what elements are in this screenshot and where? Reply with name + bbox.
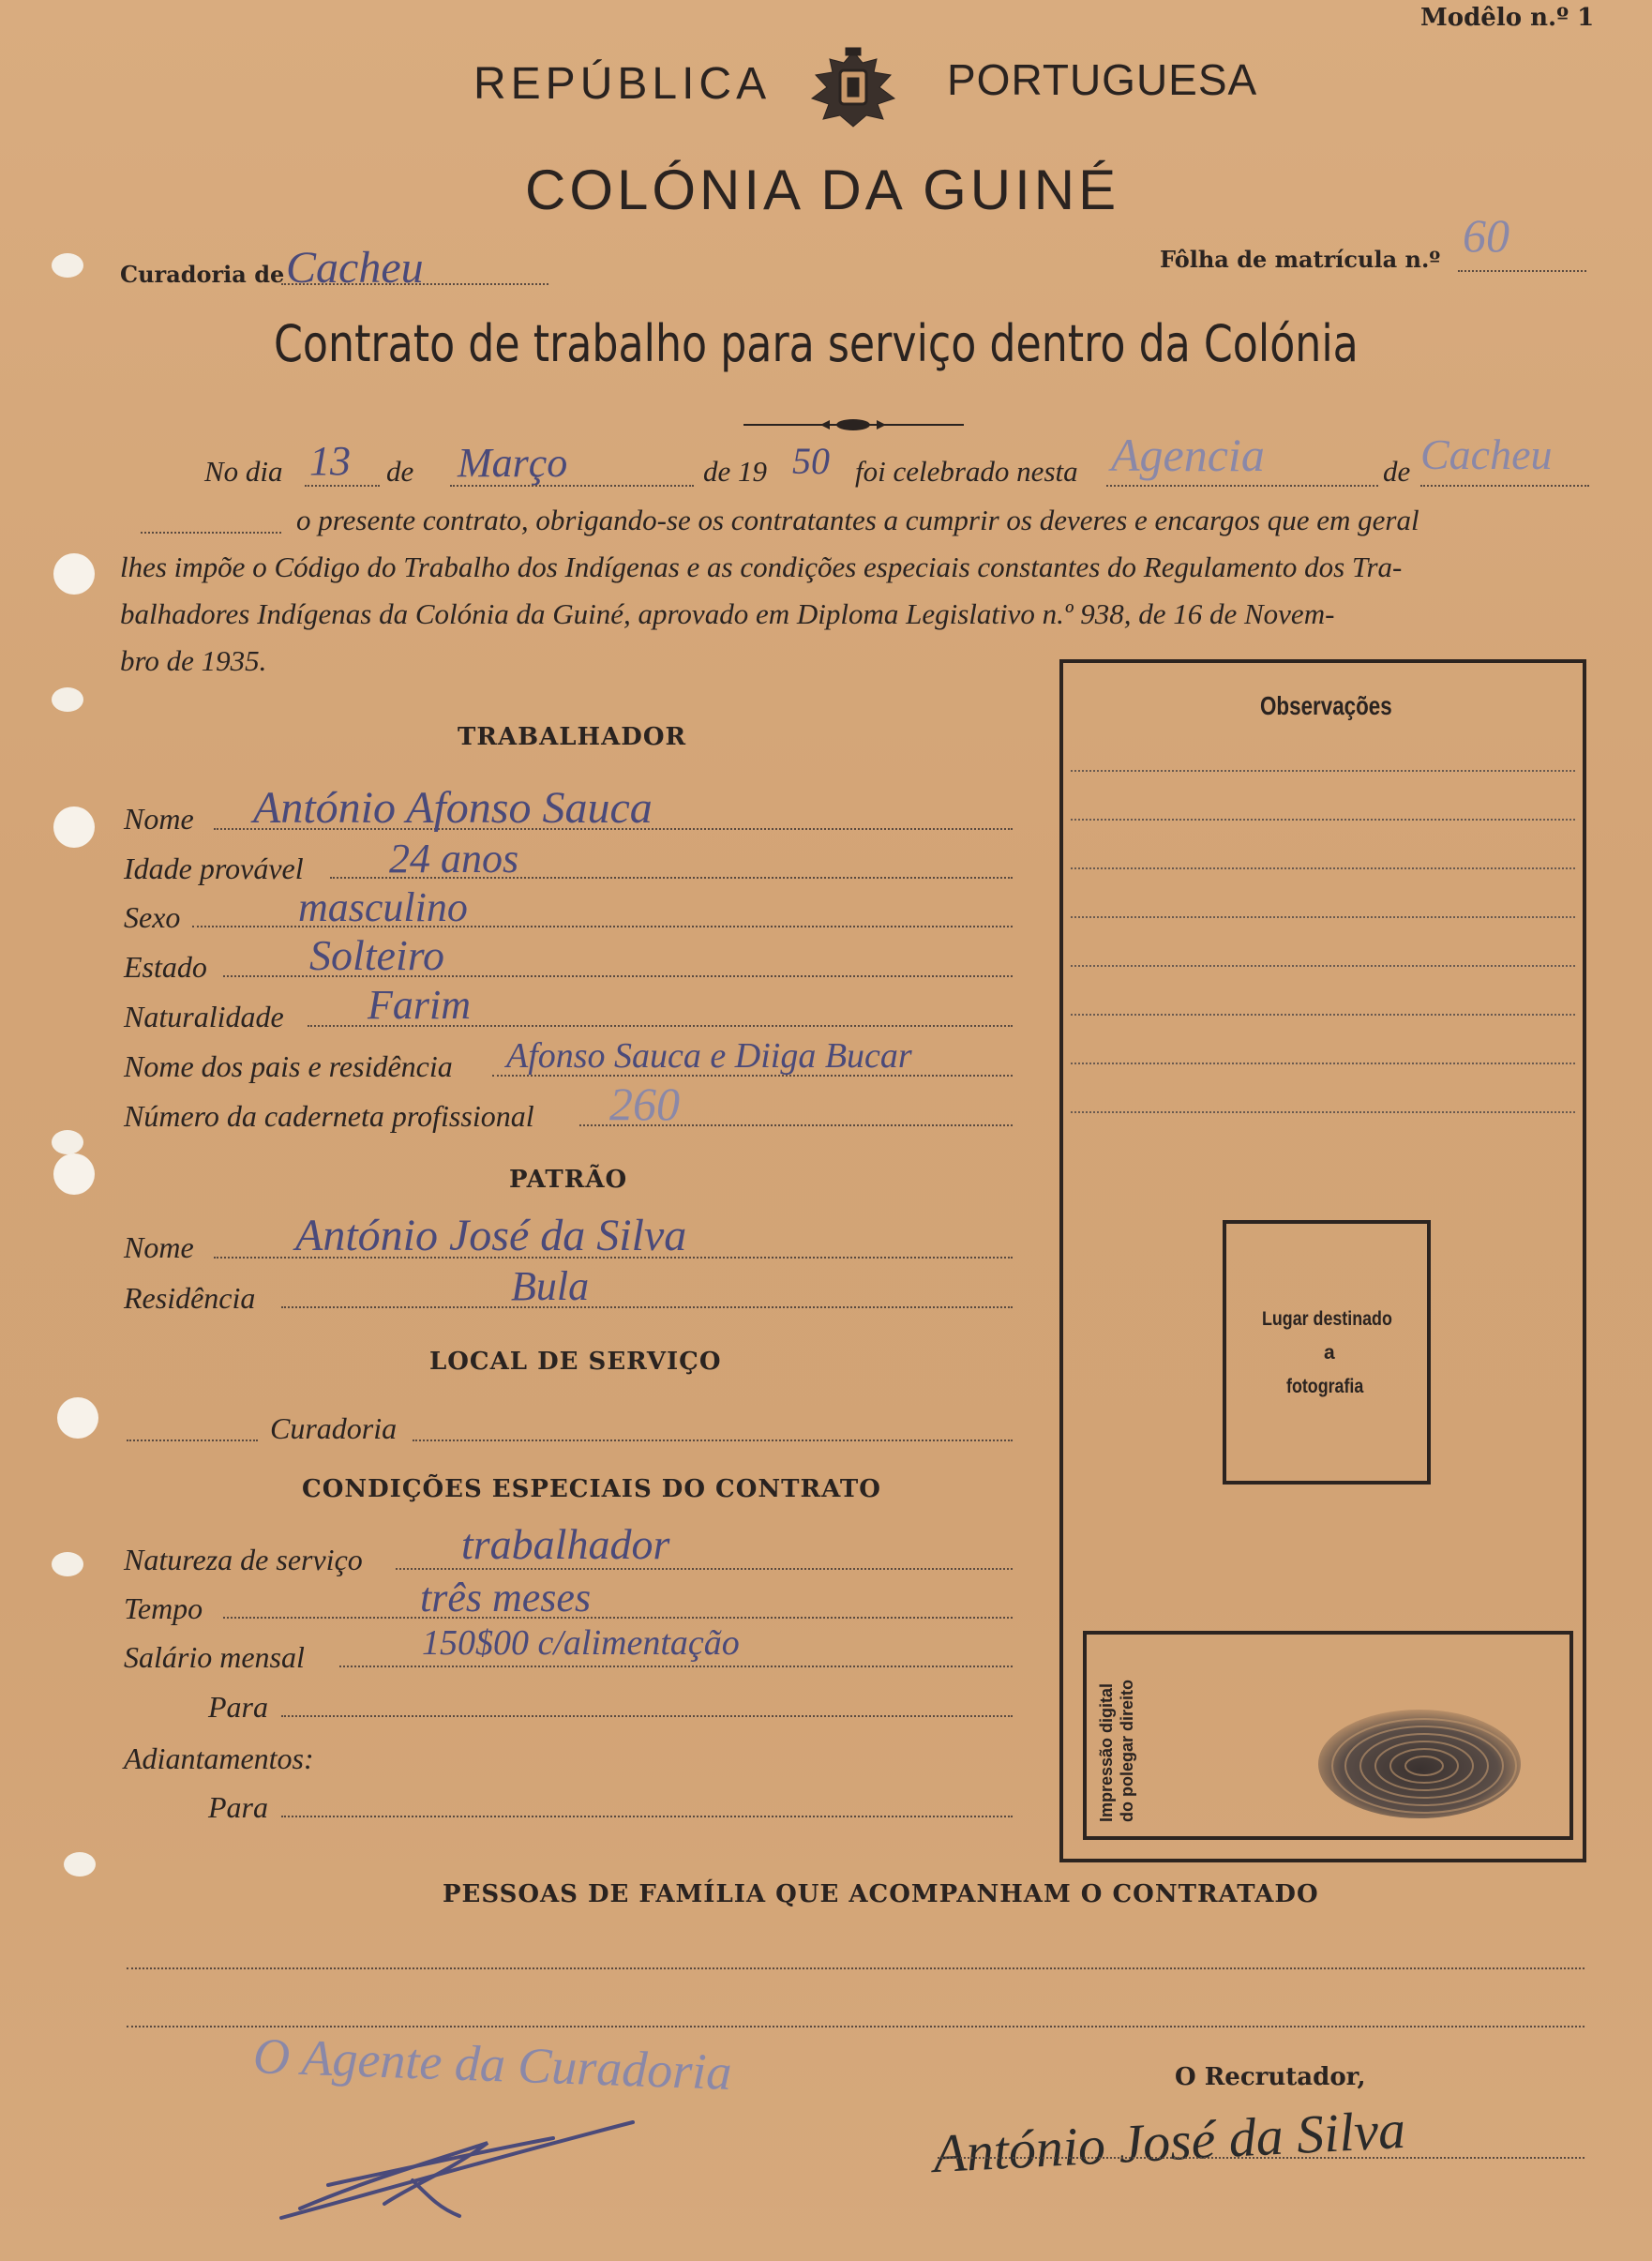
intro-de2: de	[1383, 455, 1411, 488]
republic-left: REPÚBLICA	[473, 59, 772, 109]
coat-of-arms-icon	[797, 42, 909, 131]
photo-label-line1: Lugar destinado	[1262, 1308, 1392, 1330]
republic-right: PORTUGUESA	[947, 55, 1258, 104]
punch-hole	[53, 553, 95, 595]
intro-day: 13	[309, 438, 351, 484]
para1-label: Para	[208, 1690, 268, 1724]
intro-month-dotted-line	[450, 485, 694, 487]
trabalhador-heading: TRABALHADOR	[458, 723, 687, 751]
obs-line	[1071, 1014, 1575, 1016]
punch-hole	[53, 806, 95, 848]
familia-heading: PESSOAS DE FAMÍLIA QUE ACOMPANHAM O CONTRATADO	[443, 1880, 1319, 1908]
local-curadoria-dotted-line	[413, 1440, 1013, 1441]
intro-line2: o presente contrato, obrigando-se os contratantes a cumprir os deveres e encargos que em geral	[296, 504, 1419, 536]
tempo-value: três meses	[420, 1575, 592, 1620]
salario-label: Salário mensal	[124, 1640, 305, 1674]
photo-label-line2: a	[1324, 1342, 1335, 1364]
para2-dotted-line	[281, 1816, 1013, 1817]
edge-notch	[52, 1552, 83, 1576]
naturalidade-label: Naturalidade	[124, 1000, 284, 1033]
residencia-value: Bula	[511, 1263, 590, 1309]
obs-line	[1071, 965, 1575, 967]
model-number: Modêlo n.º 1	[1420, 4, 1595, 32]
natureza-value: trabalhador	[461, 1520, 670, 1568]
edge-notch	[52, 687, 83, 712]
condicoes-heading: CONDIÇÕES ESPECIAIS DO CONTRATO	[302, 1475, 881, 1503]
trabalhador-nome: António Afonso Sauca	[253, 783, 653, 833]
intro-line2-dotted-lead	[141, 532, 281, 534]
intro-place: Agencia	[1111, 429, 1265, 481]
ornament-divider	[743, 415, 964, 434]
intro-place-dotted-line	[1106, 485, 1378, 487]
intro-day-dotted-line	[305, 485, 380, 487]
thumb-label-line1: Impressão digital	[1097, 1682, 1116, 1822]
folha-value: 60	[1463, 209, 1509, 262]
folha-dotted-line	[1458, 270, 1586, 272]
familia-dotted-line	[127, 1967, 1584, 1969]
edge-notch	[64, 1852, 96, 1877]
sexo-value: masculino	[298, 884, 468, 930]
recrutador-dotted-line	[938, 2157, 1584, 2159]
edge-notch	[52, 1130, 83, 1154]
idade-label: Idade provável	[124, 852, 304, 885]
intro-place2: Cacheu	[1420, 430, 1553, 478]
thumb-label-line2: do polegar direito	[1118, 1679, 1136, 1822]
curadoria-dotted-line	[281, 283, 548, 285]
thumbprint-image	[1307, 1700, 1523, 1822]
residencia-dotted-line	[281, 1306, 1013, 1308]
caderneta-value: 260	[609, 1078, 680, 1130]
idade-value: 24 anos	[389, 836, 519, 882]
contract-title: Contrato de trabalho para serviço dentro da Colónia	[274, 314, 1359, 373]
obs-line	[1071, 1063, 1575, 1064]
intro-foi: foi celebrado nesta	[855, 455, 1078, 488]
intro-de-year: de 19	[703, 455, 768, 488]
sexo-label: Sexo	[124, 900, 181, 934]
intro-line5: bro de 1935.	[120, 644, 267, 677]
agent-signature-mark	[272, 2115, 647, 2227]
thumbprint-box	[1083, 1631, 1573, 1840]
colony-title: COLÓNIA DA GUINÉ	[525, 158, 1120, 221]
patrao-heading: PATRÃO	[509, 1166, 628, 1194]
intro-line3: lhes impõe o Código do Trabalho dos Indígenas e as condições especiais constantes do Regulamento dos Tra-	[120, 550, 1403, 583]
salario-dotted-line	[339, 1666, 1013, 1667]
intro-month: Março	[458, 440, 568, 486]
recrutador-signature: António José da Silva	[931, 2098, 1407, 2185]
tempo-dotted-line	[223, 1617, 1013, 1619]
intro-line4: balhadores Indígenas da Colónia da Guiné, aprovado em Diploma Legislativo n.º 938, de 16 de Novem-	[120, 597, 1335, 630]
salario-value: 150$00 c/alimentação	[422, 1623, 740, 1663]
adiantamentos-label: Adiantamentos:	[124, 1741, 314, 1775]
obs-line	[1071, 1111, 1575, 1113]
agent-signature-text: O Agente da Curadoria	[252, 2027, 733, 2101]
local-curadoria-label: Curadoria	[270, 1411, 398, 1445]
intro-no-dia: No dia	[204, 455, 283, 488]
thumb-label	[1096, 1635, 1137, 1822]
natureza-label: Natureza de serviço	[124, 1543, 363, 1576]
intro-place2-dotted-line	[1420, 485, 1589, 487]
punch-hole	[57, 1397, 98, 1439]
curadoria-value: Cacheu	[286, 243, 424, 293]
obs-line	[1071, 770, 1575, 772]
obs-line	[1071, 867, 1575, 869]
punch-hole	[53, 1153, 95, 1195]
photo-placeholder-box	[1223, 1220, 1431, 1485]
pais-value: Afonso Sauca e Diiga Bucar	[506, 1036, 912, 1076]
pais-label: Nome dos pais e residência	[124, 1049, 453, 1083]
residencia-label: Residência	[124, 1281, 256, 1315]
estado-label: Estado	[124, 950, 207, 984]
obs-line	[1071, 819, 1575, 821]
edge-notch	[52, 253, 83, 278]
obs-line	[1071, 916, 1575, 918]
patrao-nome-label: Nome	[124, 1230, 194, 1264]
familia-dotted-line	[127, 2026, 1584, 2027]
patrao-nome: António José da Silva	[295, 1211, 687, 1260]
tempo-label: Tempo	[124, 1591, 203, 1625]
photo-label-line3: fotografia	[1286, 1376, 1364, 1397]
para2-label: Para	[208, 1790, 268, 1824]
estado-value: Solteiro	[309, 931, 444, 979]
folha-label: Fôlha de matrícula n.º	[1160, 246, 1441, 273]
recrutador-label: O Recrutador,	[1175, 2063, 1366, 2091]
intro-de1: de	[386, 455, 414, 488]
local-heading: LOCAL DE SERVIÇO	[429, 1348, 722, 1376]
para1-dotted-line	[281, 1715, 1013, 1717]
observacoes-heading: Observações	[1260, 691, 1392, 720]
trabalhador-nome-label: Nome	[124, 802, 194, 836]
local-dotted-lead	[127, 1440, 258, 1441]
curadoria-label: Curadoria de	[120, 261, 285, 288]
caderneta-label: Número da caderneta profissional	[124, 1099, 534, 1133]
naturalidade-value: Farim	[368, 982, 471, 1028]
intro-year: 50	[792, 440, 830, 482]
